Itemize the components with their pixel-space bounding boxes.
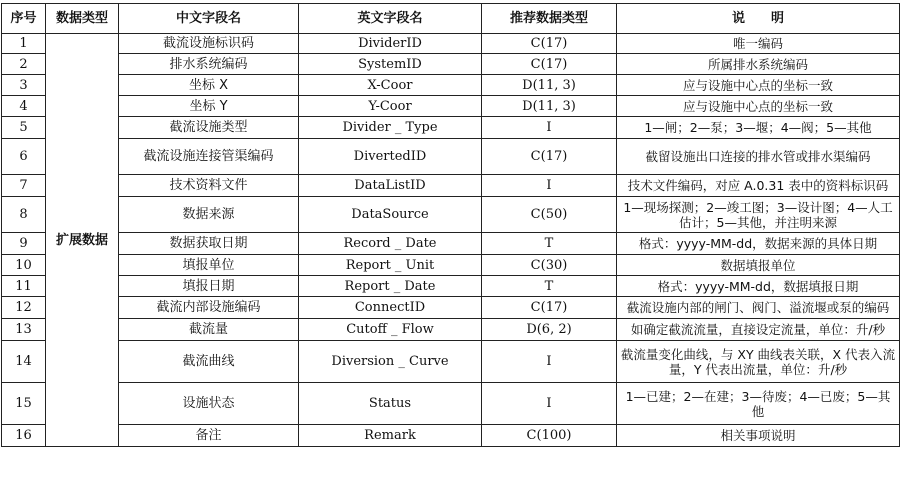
- cn-field-name: 技术资料文件: [119, 175, 299, 197]
- description: 技术文件编码，对应 A.0.31 表中的资料标识码: [617, 175, 900, 197]
- data-type: C(17): [482, 34, 617, 54]
- row-number: 11: [2, 276, 46, 297]
- cn-field-name: 数据获取日期: [119, 233, 299, 255]
- data-type: T: [482, 233, 617, 255]
- description: 截流设施内部的闸门、阀门、溢流堰或泵的编码: [617, 297, 900, 319]
- data-type: I: [482, 341, 617, 383]
- data-type: C(50): [482, 197, 617, 233]
- header-category: 数据类型: [46, 4, 119, 34]
- row-number: 16: [2, 425, 46, 447]
- en-field-name: ConnectID: [299, 297, 482, 319]
- description: 应与设施中心点的坐标一致: [617, 96, 900, 117]
- table-row: [2, 54, 900, 75]
- table-row: [2, 319, 900, 341]
- en-field-name: Remark: [299, 425, 482, 447]
- en-field-name: SystemID: [299, 54, 482, 75]
- en-field-name: Report _ Unit: [299, 255, 482, 276]
- table-row: [2, 297, 900, 319]
- en-field-name: DividerID: [299, 34, 482, 54]
- cn-field-name: 备注: [119, 425, 299, 447]
- description: 数据填报单位: [617, 255, 900, 276]
- description: 所属排水系统编码: [617, 54, 900, 75]
- description: 1—现场探测；2—竣工图；3—设计图；4—人工估计；5—其他，并注明来源: [617, 197, 900, 233]
- row-number: 9: [2, 233, 46, 255]
- en-field-name: DivertedID: [299, 139, 482, 175]
- table-row: [2, 197, 900, 233]
- data-type: D(11, 3): [482, 75, 617, 96]
- table-row: [2, 233, 900, 255]
- cn-field-name: 截流曲线: [119, 341, 299, 383]
- cn-field-name: 截流设施连接管渠编码: [119, 139, 299, 175]
- data-type: I: [482, 175, 617, 197]
- header-no: 序号: [2, 4, 46, 34]
- header-desc: 说 明: [617, 4, 900, 34]
- table-row: [2, 175, 900, 197]
- data-type: C(100): [482, 425, 617, 447]
- data-type: C(17): [482, 297, 617, 319]
- data-type: D(11, 3): [482, 96, 617, 117]
- cn-field-name: 数据来源: [119, 197, 299, 233]
- field-definition-table: [1, 3, 900, 447]
- data-type: C(17): [482, 54, 617, 75]
- description: 截流量变化曲线，与 XY 曲线表关联，X 代表入流量，Y 代表出流量，单位：升/秒: [617, 341, 900, 383]
- cn-field-name: 排水系统编码: [119, 54, 299, 75]
- cn-field-name: 坐标 Y: [119, 96, 299, 117]
- en-field-name: Diversion _ Curve: [299, 341, 482, 383]
- en-field-name: X-Coor: [299, 75, 482, 96]
- en-field-name: Report _ Date: [299, 276, 482, 297]
- description: 如确定截流流量，直接设定流量，单位：升/秒: [617, 319, 900, 341]
- cn-field-name: 截流设施标识码: [119, 34, 299, 54]
- data-type: C(30): [482, 255, 617, 276]
- description: 截留设施出口连接的排水管或排水渠编码: [617, 139, 900, 175]
- cn-field-name: 填报单位: [119, 255, 299, 276]
- row-number: 2: [2, 54, 46, 75]
- table-row: [2, 75, 900, 96]
- row-number: 12: [2, 297, 46, 319]
- row-number: 14: [2, 341, 46, 383]
- cn-field-name: 设施状态: [119, 383, 299, 425]
- en-field-name: Divider _ Type: [299, 117, 482, 139]
- row-number: 6: [2, 139, 46, 175]
- description: 唯一编码: [617, 34, 900, 54]
- en-field-name: Cutoff _ Flow: [299, 319, 482, 341]
- table-row: [2, 425, 900, 447]
- table-row: [2, 117, 900, 139]
- header-en-name: 英文字段名: [299, 4, 482, 34]
- cn-field-name: 截流内部设施编码: [119, 297, 299, 319]
- row-number: 3: [2, 75, 46, 96]
- en-field-name: DataSource: [299, 197, 482, 233]
- description: 1—已建；2—在建；3—待废；4—已废；5—其他: [617, 383, 900, 425]
- row-number: 13: [2, 319, 46, 341]
- description: 相关事项说明: [617, 425, 900, 447]
- cn-field-name: 截流量: [119, 319, 299, 341]
- cn-field-name: 截流设施类型: [119, 117, 299, 139]
- description: 1—闸；2—泵；3—堰；4—阀；5—其他: [617, 117, 900, 139]
- en-field-name: Y-Coor: [299, 96, 482, 117]
- data-type: D(6, 2): [482, 319, 617, 341]
- data-type: I: [482, 383, 617, 425]
- description: 应与设施中心点的坐标一致: [617, 75, 900, 96]
- row-number: 1: [2, 34, 46, 54]
- cn-field-name: 填报日期: [119, 276, 299, 297]
- en-field-name: Record _ Date: [299, 233, 482, 255]
- header-type: 推荐数据类型: [482, 4, 617, 34]
- data-type: I: [482, 117, 617, 139]
- row-number: 15: [2, 383, 46, 425]
- category-cell: 扩展数据: [46, 34, 119, 447]
- table-row: [2, 255, 900, 276]
- cn-field-name: 坐标 X: [119, 75, 299, 96]
- row-number: 10: [2, 255, 46, 276]
- data-type: T: [482, 276, 617, 297]
- description: 格式：yyyy-MM-dd，数据来源的具体日期: [617, 233, 900, 255]
- data-type: C(17): [482, 139, 617, 175]
- table-row: [2, 383, 900, 425]
- table-row: [2, 341, 900, 383]
- table-row: [2, 96, 900, 117]
- row-number: 8: [2, 197, 46, 233]
- header-cn-name: 中文字段名: [119, 4, 299, 34]
- table-row: [2, 276, 900, 297]
- row-number: 7: [2, 175, 46, 197]
- header-row: [2, 4, 900, 34]
- row-number: 4: [2, 96, 46, 117]
- row-number: 5: [2, 117, 46, 139]
- en-field-name: DataListID: [299, 175, 482, 197]
- table-row: [2, 34, 900, 54]
- description: 格式：yyyy-MM-dd，数据填报日期: [617, 276, 900, 297]
- en-field-name: Status: [299, 383, 482, 425]
- table-row: [2, 139, 900, 175]
